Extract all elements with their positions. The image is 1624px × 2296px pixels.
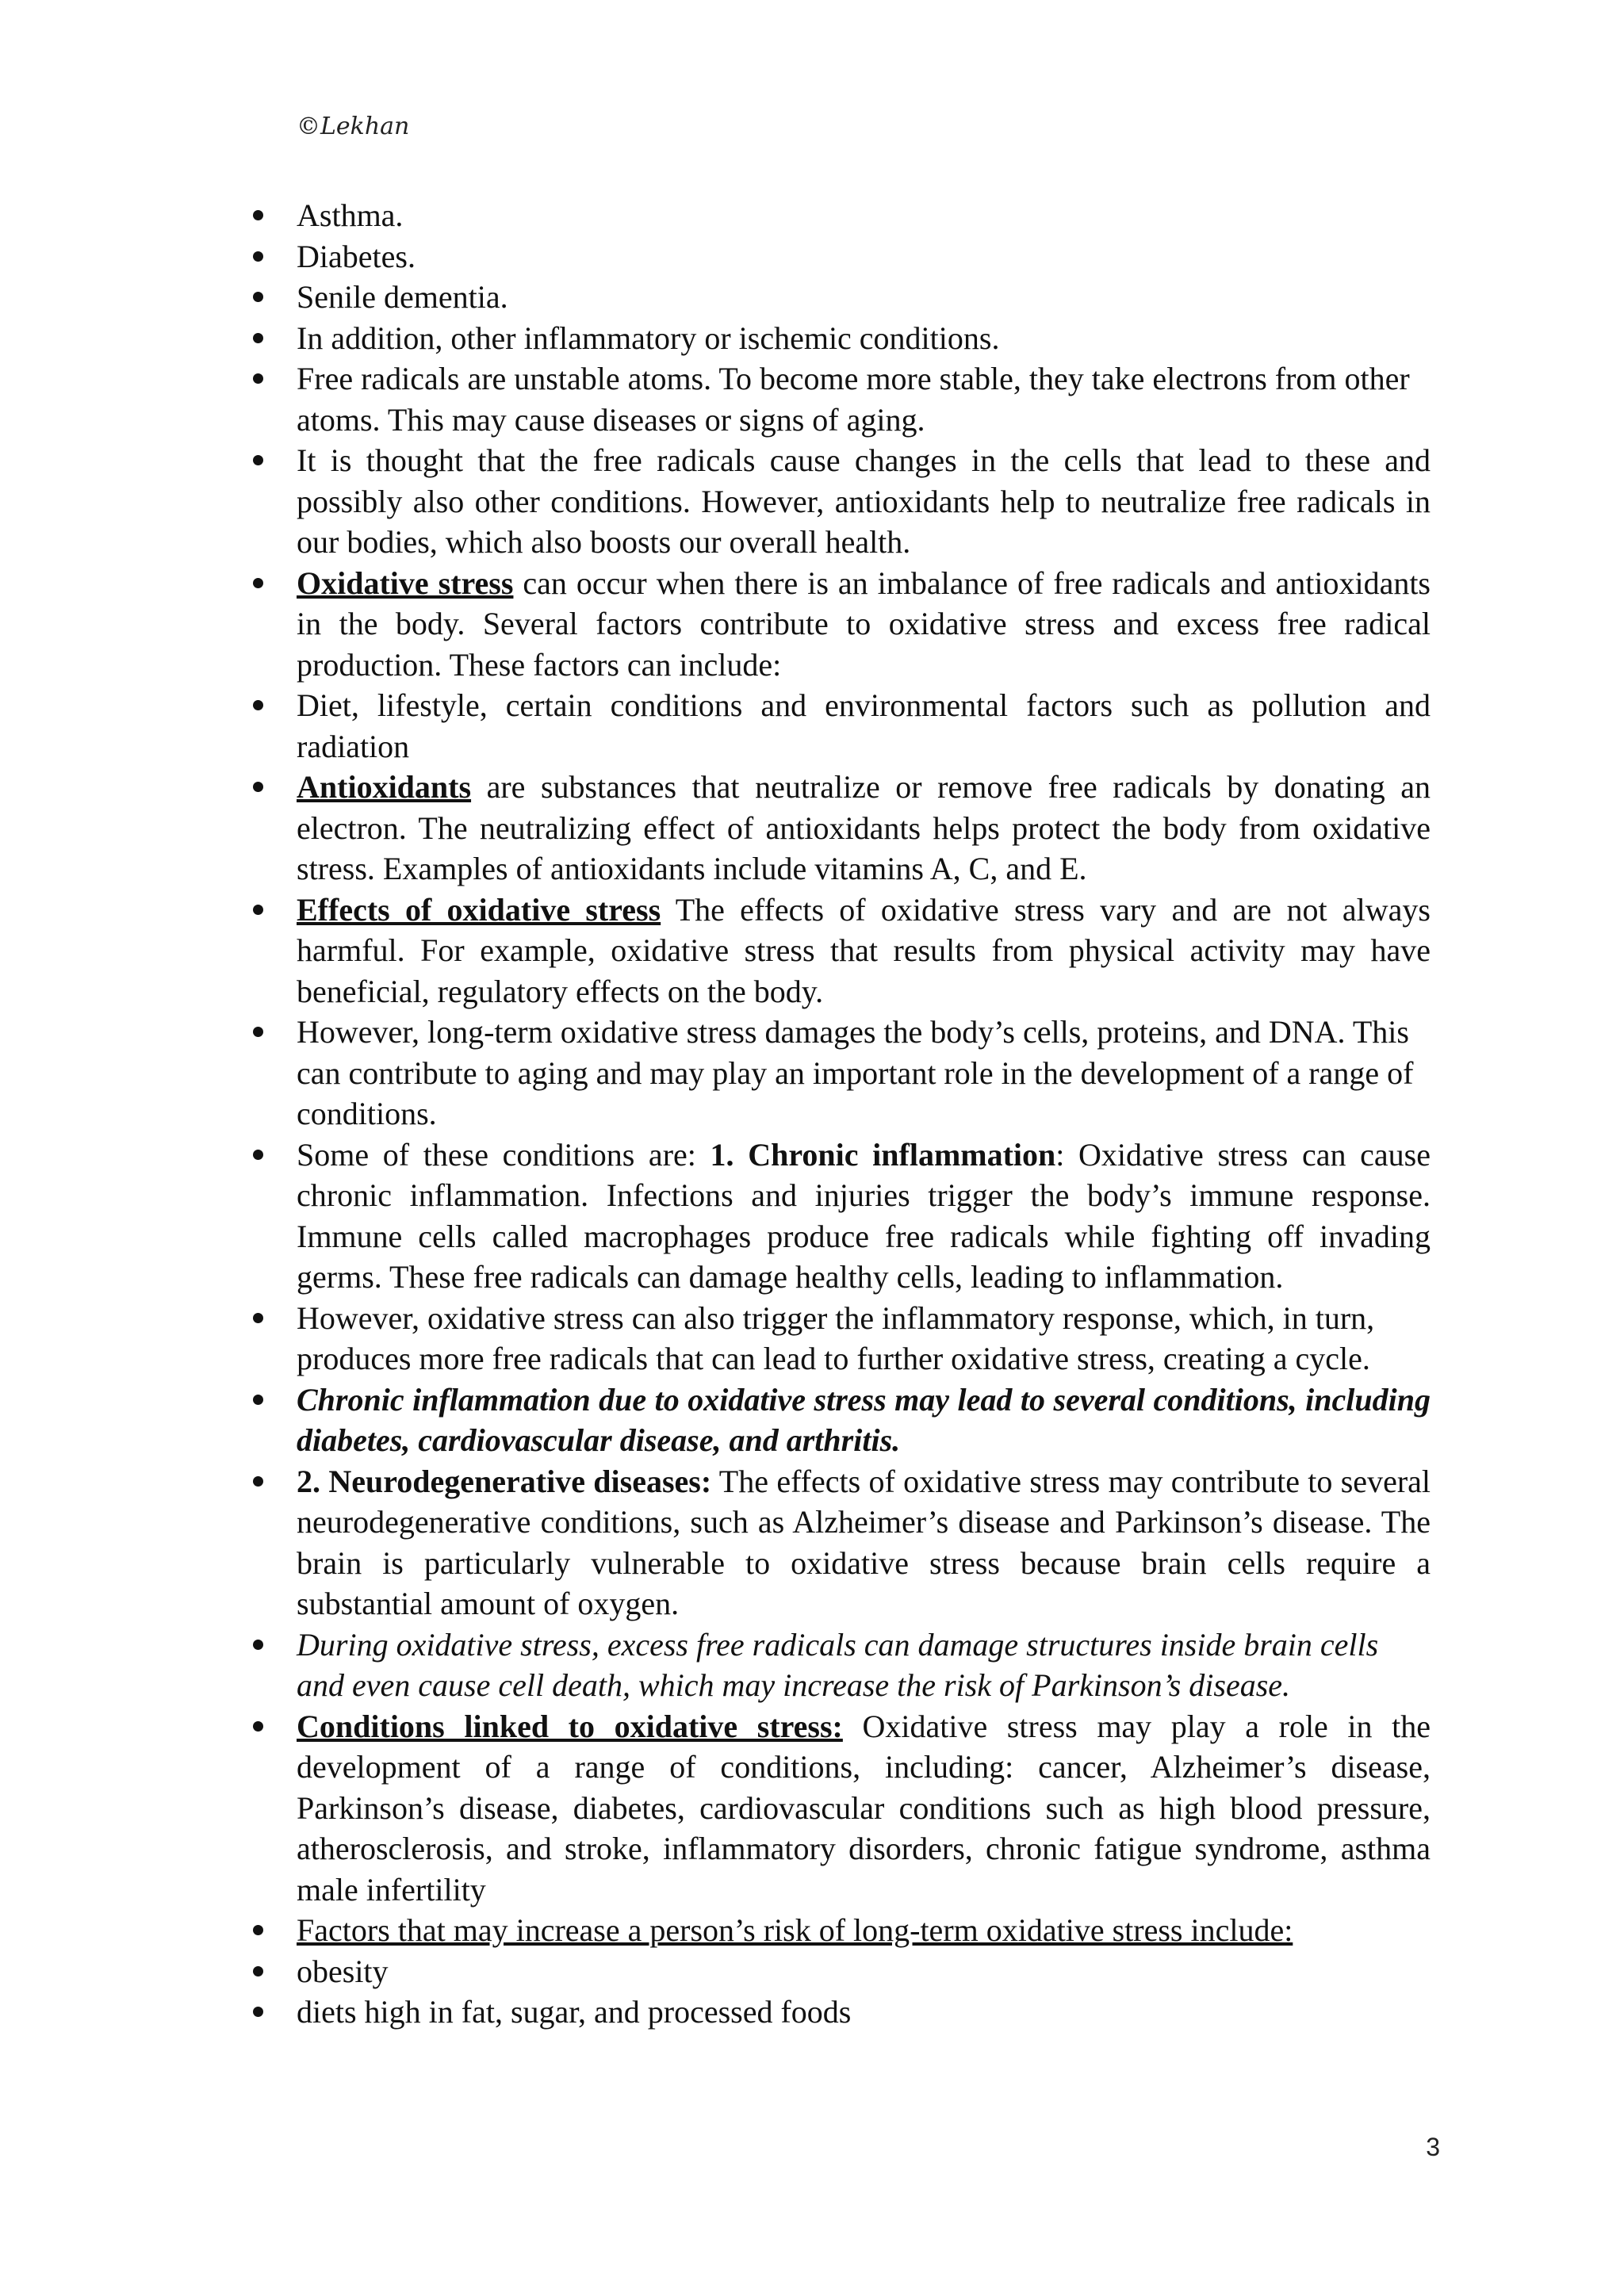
term-chronic-inflammation: 1. Chronic inflammation [710,1136,1056,1173]
list-item: Oxidative stress can occur when there is an imbalance of free radicals and antioxidants in the body. Several factors contribute to oxidative stress and excess free radical production. These factors can include: [297,563,1431,686]
list-item: Some of these conditions are: 1. Chronic inflammation: Oxidative stress can cause chronic inflammation. Infections and injuries trigger the body’s immune response. Immune cells called macrophages produce free radicals while fighting off invading germs. These free radicals can damage healthy cells, leading to inflammation. [297,1135,1431,1298]
list-item: Conditions linked to oxidative stress: Oxidative stress may play a role in the development of a range of conditions, including: cancer, Alzheimer’s disease, Parkinson’s disease, diabetes, cardiovascular conditions such as high blood pressure, atherosclerosis, and stroke, inflammatory disorders, chronic fatigue syndrome, asthma male infertility [297,1706,1431,1911]
list-item: diets high in fat, sugar, and processed foods [297,1992,1431,2033]
list-item: It is thought that the free radicals cause changes in the cells that lead to these and possibly also other conditions. However, antioxidants help to neutralize free radicals in our bodies, which also boosts our overall health. [297,440,1431,563]
list-item: Diabetes. [297,236,1431,277]
list-item: In addition, other inflammatory or ischemic conditions. [297,318,1431,359]
underlined-risk-factors: Factors that may increase a person’s risk of long-term oxidative stress include: [297,1912,1293,1948]
page-number: 3 [1426,2133,1440,2161]
term-antioxidants: Antioxidants [297,769,472,805]
term-neurodegenerative-diseases: 2. Neurodegenerative diseases: [297,1463,712,1499]
list-item [297,1380,1431,1461]
list-item: obesity [297,1951,1431,1992]
list-item: 2. Neurodegenerative diseases: The effects of oxidative stress may contribute to several neurodegenerative conditions, such as Alzheimer’s disease and Parkinson’s disease. The brain is particularly vulnerable to oxidative stress because brain cells require a substantial amount of oxygen. [297,1461,1431,1624]
term-conditions-linked: Conditions linked to oxidative stress: [297,1708,843,1744]
list-item [297,1624,1431,1706]
list-item: However, oxidative stress can also trigger the inflammatory response, which, in turn, produces more free radicals that can lead to further oxidative stress, creating a cycle. [297,1298,1431,1380]
emphasis-chronic-inflammation: Chronic inflammation due to oxidative stress may lead to several conditions, including diabetes, cardiovascular disease, and arthritis. [297,1381,1431,1458]
term-oxidative-stress: Oxidative stress [297,564,514,601]
emphasis-brain-cells: During oxidative stress, excess free radicals can damage structures inside brain cells and even cause cell death, which may increase the risk of Parkinson’s disease. [297,1626,1379,1703]
list-item [297,1910,1431,1951]
list-item: Antioxidants are substances that neutralize or remove free radicals by donating an electron. The neutralizing effect of antioxidants helps protect the body from oxidative stress. Examples of antioxidants include vitamins A, C, and E. [297,767,1431,890]
copyright-header: ©Lekhan [297,113,410,140]
list-item: Diet, lifestyle, certain conditions and environmental factors such as pollution and radiation [297,685,1431,767]
list-item: Effects of oxidative stress The effects of oxidative stress vary and are not always harmful. For example, oxidative stress that results from physical activity may have beneficial, regulatory effects on the body. [297,890,1431,1012]
bullet-list [297,195,1431,2033]
term-effects-of-oxidative-stress: Effects of oxidative stress [297,891,661,928]
list-item: Senile dementia. [297,277,1431,318]
list-item: Asthma. [297,195,1431,236]
list-item: However, long-term oxidative stress damages the body’s cells, proteins, and DNA. This can contribute to aging and may play an important role in the development of a range of conditions. [297,1012,1431,1135]
list-item: Free radicals are unstable atoms. To become more stable, they take electrons from other atoms. This may cause diseases or signs of aging. [297,358,1431,440]
